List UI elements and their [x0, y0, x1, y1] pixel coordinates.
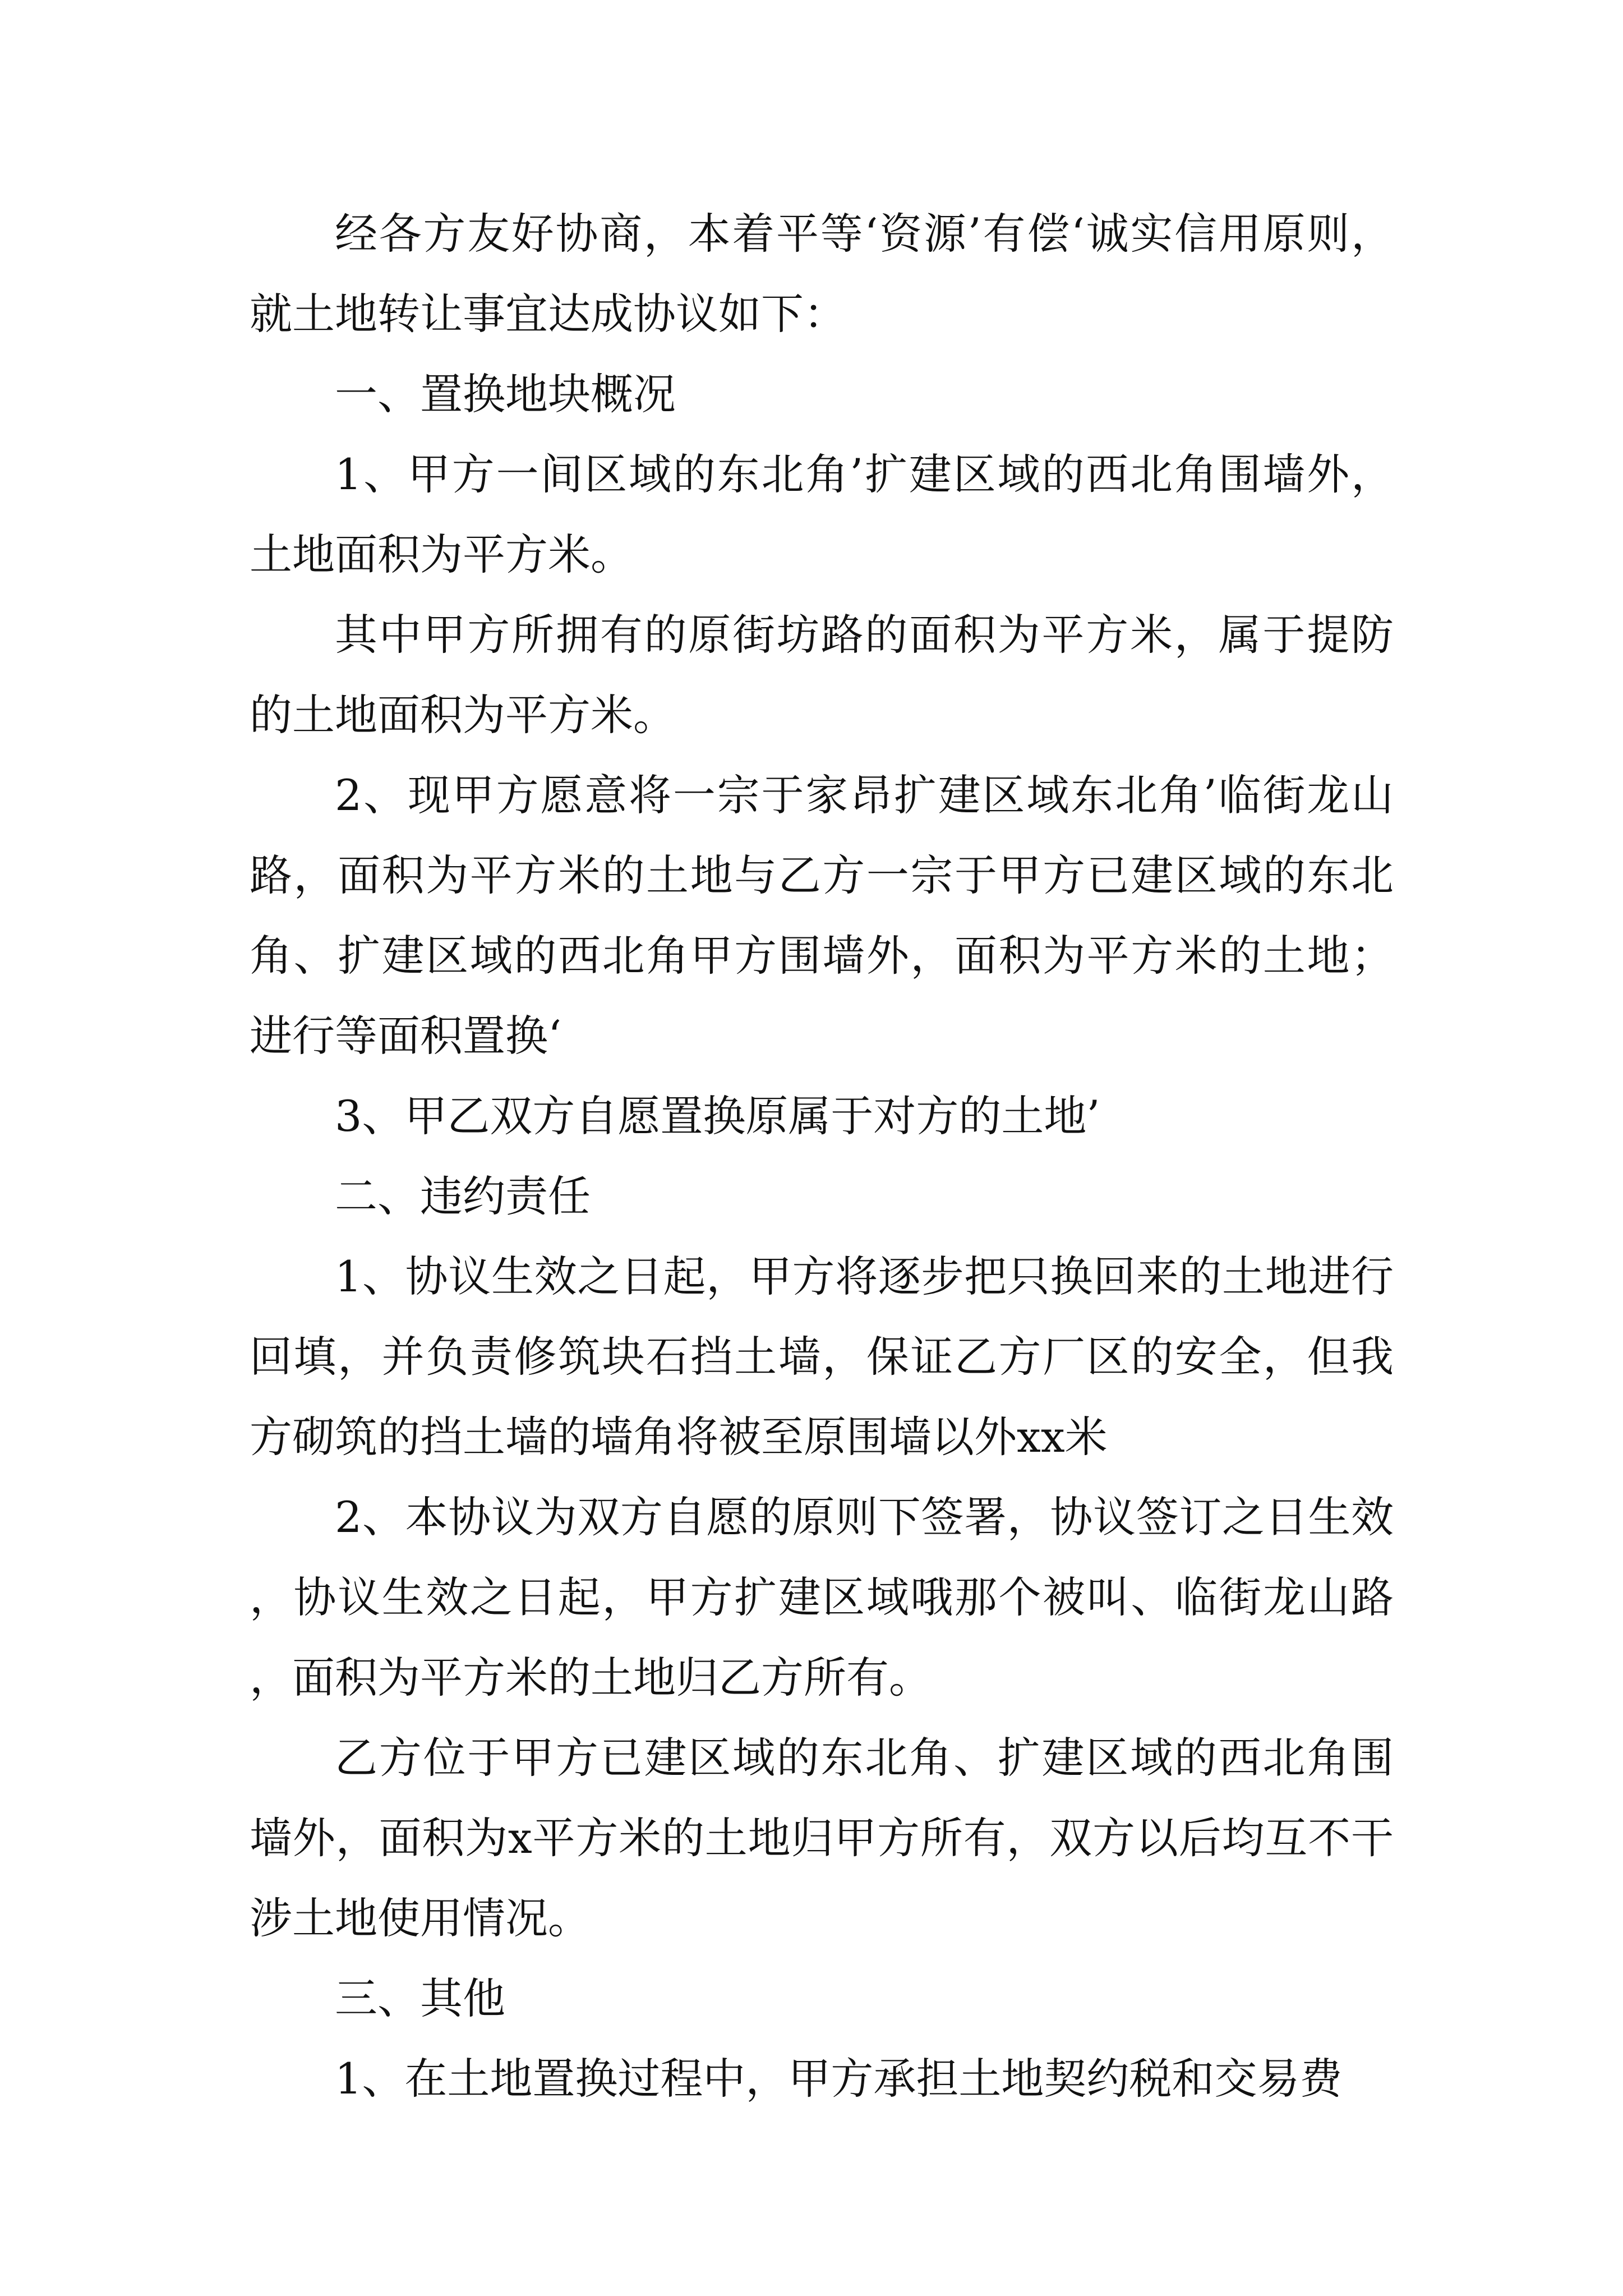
section-heading-land-overview: 一、置换地块概况 [335, 369, 676, 419]
paragraph-liability-1: 1、协议生效之日起，甲方将逐步把只换回来的土地进行回填，并负责修筑块石挡土墙，保证乙方厂区的安全，但我方砌筑的挡土墙的墙角将被至原围墙以外xx米 [250, 1251, 1394, 1462]
section-heading-liability: 二、违约责任 [335, 1171, 591, 1221]
paragraph-item-1-detail: 其中甲方所拥有的原街坊路的面积为平方米，属于提防的土地面积为平方米。 [250, 610, 1394, 740]
document-body [250, 194, 1394, 2119]
paragraph-item-1: 1、甲方一间区域的东北角’扩建区域的西北角围墙外，土地面积为平方米。 [250, 449, 1394, 579]
paragraph-liability-2-detail: 乙方位于甲方已建区域的东北角、扩建区域的西北角围墙外，面积为x平方米的土地归甲方所有，双方以后均互不干涉土地使用情况。 [250, 1733, 1394, 1943]
paragraph-liability-2: 2、本协议为双方自愿的原则下签署，协议签订之日生效，协议生效之日起，甲方扩建区域哦那个被叫、临街龙山路，面积为平方米的土地归乙方所有。 [250, 1492, 1394, 1703]
paragraph-item-2: 2、现甲方愿意将一宗于家昂扩建区域东北角’临街龙山路，面积为平方米的土地与乙方一宗于甲方已建区域的东北角、扩建区域的西北角甲方围墙外，面积为平方米的土地；进行等面积置换‘ [250, 770, 1394, 1061]
section-heading-other: 三、其他 [335, 1973, 505, 2023]
paragraph-intro: 经各方友好协商，本着平等‘资源’有偿‘诚实信用原则，就土地转让事宜达成协议如下： [250, 209, 1394, 339]
paragraph-item-3: 3、甲乙双方自愿置换原属于对方的土地’ [335, 1091, 1100, 1141]
paragraph-other-1: 1、在土地置换过程中，甲方承担土地契约税和交易费 [335, 2054, 1343, 2104]
